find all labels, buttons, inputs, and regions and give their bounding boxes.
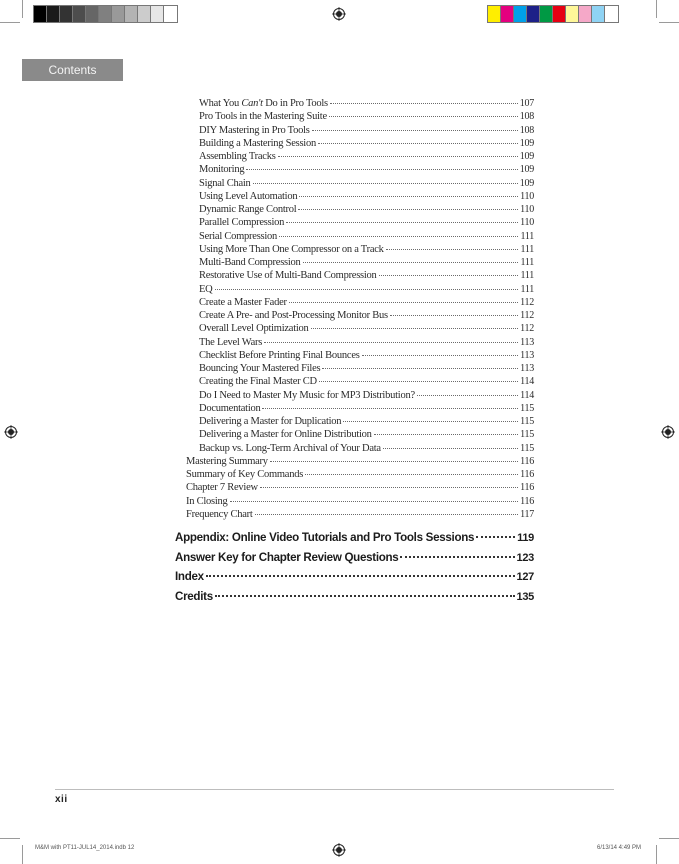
toc-page-number: 115 <box>520 402 534 414</box>
dot-leader <box>311 328 519 329</box>
toc-entry[interactable] <box>199 270 534 281</box>
toc-title-text: What You <box>199 98 242 109</box>
toc-entry[interactable] <box>186 482 534 493</box>
dot-leader <box>246 169 517 170</box>
color-swatch <box>501 6 514 22</box>
color-swatch <box>34 6 47 22</box>
color-swatch <box>514 6 527 22</box>
toc-entry-title: Using More Than One Compressor on a Track <box>199 243 384 255</box>
color-swatch <box>605 6 618 22</box>
toc-entry-title: Delivering a Master for Duplication <box>199 416 342 427</box>
dot-leader <box>206 575 515 577</box>
dot-leader <box>279 236 518 237</box>
color-swatch <box>579 6 592 22</box>
dot-leader <box>305 474 518 475</box>
color-swatch <box>553 6 566 22</box>
toc-entry-title: Summary of Key Commands <box>186 469 304 480</box>
toc-entry-title: Parallel Compression <box>199 217 285 229</box>
toc-entry-title: Serial Compression <box>199 230 278 242</box>
color-swatch <box>540 6 553 22</box>
toc-page-number: 113 <box>520 336 534 348</box>
toc-entry[interactable] <box>199 98 534 109</box>
toc-entry[interactable] <box>199 217 534 228</box>
toc-entry-title: Appendix: Online Video Tutorials and Pro Tools Sessions <box>175 531 475 544</box>
dot-leader <box>476 536 515 538</box>
registration-mark-icon <box>661 425 675 439</box>
color-swatch <box>86 6 99 22</box>
crop-mark <box>656 845 657 864</box>
toc-entry-title: The Level Wars <box>199 336 263 348</box>
slug-filename: M&M with PT11-JUL14_2014.indb 12 <box>35 845 135 851</box>
toc-page-number: 110 <box>520 217 534 229</box>
toc-entry[interactable] <box>199 350 534 361</box>
toc-entry-title: Signal Chain <box>199 177 251 189</box>
toc-page-number: 111 <box>520 283 534 295</box>
dot-leader <box>260 487 518 488</box>
toc-entry-title: Backup vs. Long-Term Archival of Your Data <box>199 442 381 454</box>
toc-page-number: 108 <box>519 124 534 136</box>
toc-page-number: 116 <box>520 495 534 507</box>
toc-page-number: 111 <box>520 230 534 242</box>
dot-leader <box>215 595 515 597</box>
toc-entry-title: Delivering a Master for Online Distribution <box>199 429 372 441</box>
toc-entry-title: Checklist Before Printing Final Bounces <box>199 349 360 361</box>
toc-entry[interactable] <box>199 429 534 440</box>
dot-leader <box>215 289 519 290</box>
toc-entry[interactable] <box>175 531 534 544</box>
color-swatch <box>592 6 605 22</box>
toc-page-number: 116 <box>520 482 534 494</box>
toc-page-number: 114 <box>520 376 534 388</box>
color-swatch <box>164 6 177 22</box>
dot-leader <box>390 315 518 316</box>
crop-mark <box>659 838 679 839</box>
toc-page-number: 112 <box>520 323 534 335</box>
footer-rule <box>55 789 614 790</box>
toc-page-number: 113 <box>520 349 534 361</box>
dot-leader <box>298 209 518 210</box>
toc-page-number: 116 <box>520 469 534 480</box>
crop-mark <box>0 22 20 23</box>
dot-leader <box>318 143 518 144</box>
toc-entry[interactable] <box>175 551 534 564</box>
toc-entry-title: Dynamic Range Control <box>199 204 297 215</box>
toc-entry[interactable] <box>186 456 534 467</box>
toc-entry-title: DIY Mastering in Pro Tools <box>199 124 310 136</box>
toc-entry-title: Answer Key for Chapter Review Questions <box>175 550 399 564</box>
page-folio: xii <box>55 794 68 805</box>
toc-entry[interactable] <box>199 297 534 308</box>
toc-page-number: 127 <box>516 571 534 583</box>
dot-leader <box>362 355 519 356</box>
toc-page-number: 115 <box>520 442 534 454</box>
toc-page-number: 123 <box>516 551 534 564</box>
dot-leader <box>264 342 518 343</box>
toc-entry[interactable] <box>199 323 534 334</box>
toc-entry[interactable] <box>175 570 534 583</box>
toc-entry[interactable] <box>199 125 534 136</box>
color-swatch <box>151 6 164 22</box>
slug-date: 6/13/14 4:49 PM <box>597 845 642 851</box>
toc-page-number: 113 <box>520 363 534 374</box>
dot-leader <box>319 381 518 382</box>
dot-leader <box>386 249 519 250</box>
toc-entry[interactable] <box>186 509 534 520</box>
toc-page-number: 111 <box>520 243 534 255</box>
toc-entry[interactable] <box>199 204 534 215</box>
toc-entry-title: Assembling Tracks <box>199 151 276 162</box>
dot-leader <box>374 434 518 435</box>
toc-page-number: 135 <box>516 590 534 603</box>
toc-page-number: 117 <box>520 508 534 520</box>
dot-leader <box>383 448 518 449</box>
crop-mark <box>0 838 20 839</box>
color-swatch <box>527 6 540 22</box>
toc-page-number: 115 <box>520 416 534 427</box>
toc-entry[interactable] <box>175 590 534 603</box>
toc-entry-title: Multi-Band Compression <box>199 257 301 268</box>
toc-entry-title: Frequency Chart <box>186 508 253 520</box>
color-swatch <box>138 6 151 22</box>
toc-entry-title: Building a Mastering Session <box>199 137 316 149</box>
toc-page-number: 111 <box>520 270 534 282</box>
toc-entry[interactable] <box>199 231 534 242</box>
toc-entry-title: Pro Tools in the Mastering Suite <box>199 111 327 123</box>
toc-entry[interactable] <box>199 138 534 149</box>
toc-entry[interactable] <box>199 390 534 401</box>
toc-page-number: 112 <box>520 310 534 321</box>
toc-entry[interactable] <box>199 191 534 202</box>
registration-mark-icon <box>4 425 18 439</box>
toc-entry-title: EQ <box>199 283 213 295</box>
contents-tab: Contents <box>22 59 123 81</box>
dot-leader <box>230 501 519 502</box>
toc-entry-title: In Closing <box>186 495 228 507</box>
color-swatch <box>99 6 112 22</box>
toc-entry-title: Using Level Automation <box>199 190 298 202</box>
toc-page-number: 109 <box>519 151 534 162</box>
crop-mark <box>22 0 23 18</box>
dot-leader <box>379 275 519 276</box>
toc-page-number: 110 <box>520 204 534 215</box>
toc-entry[interactable] <box>199 443 534 454</box>
toc-entry-title: Documentation <box>199 402 261 414</box>
color-swatch <box>112 6 125 22</box>
toc-entry[interactable] <box>199 310 534 321</box>
crop-mark <box>659 22 679 23</box>
color-swatch <box>488 6 501 22</box>
toc-entry[interactable] <box>199 164 534 175</box>
dot-leader <box>255 514 519 515</box>
process-color-bar <box>487 5 619 23</box>
dot-leader <box>329 116 518 117</box>
toc-page-number: 116 <box>520 455 534 467</box>
toc-entry[interactable] <box>199 376 534 387</box>
color-swatch <box>73 6 86 22</box>
toc-entry-title <box>199 98 328 109</box>
color-swatch <box>125 6 138 22</box>
dot-leader <box>270 461 518 462</box>
toc-entry[interactable] <box>199 403 534 414</box>
toc-entry[interactable] <box>199 178 534 189</box>
toc-entry-title: Chapter 7 Review <box>186 482 258 494</box>
toc-entry-title: Create a Master Fader <box>199 296 287 308</box>
registration-mark-icon <box>332 843 346 857</box>
toc-page-number: 111 <box>520 257 534 268</box>
dot-leader <box>289 302 518 303</box>
toc-page-number: 119 <box>517 532 534 544</box>
color-swatch <box>60 6 73 22</box>
toc-entry-title: Restorative Use of Multi-Band Compression <box>199 270 377 282</box>
toc-entry-title: Bouncing Your Mastered Files <box>199 363 321 374</box>
toc-page-number: 108 <box>519 111 534 123</box>
dot-leader <box>343 421 518 422</box>
toc-entry-title: Credits <box>175 589 213 603</box>
toc-page-number: 110 <box>520 190 534 202</box>
toc-page-number: 109 <box>519 164 534 176</box>
dot-leader <box>286 222 518 223</box>
toc-entry[interactable] <box>199 337 534 348</box>
toc-entry-title: Index <box>175 570 204 583</box>
toc-page-number: 109 <box>519 137 534 149</box>
toc-entry-title: Do I Need to Master My Music for MP3 Distribution? <box>199 389 415 401</box>
dot-leader <box>299 196 518 197</box>
registration-mark-icon <box>332 7 346 21</box>
color-swatch <box>566 6 579 22</box>
gray-color-bar <box>33 5 178 23</box>
toc-entry[interactable] <box>199 111 534 122</box>
toc-entry[interactable] <box>186 469 534 480</box>
dot-leader <box>330 103 518 104</box>
toc-entry[interactable] <box>199 363 534 374</box>
toc-entry[interactable] <box>199 151 534 162</box>
toc-entry-title: Monitoring <box>199 164 245 176</box>
toc-page-number: 114 <box>520 389 534 401</box>
toc-entry-title: Creating the Final Master CD <box>199 376 317 388</box>
dot-leader <box>278 156 518 157</box>
dot-leader <box>303 262 519 263</box>
toc-entry-title: Mastering Summary <box>186 455 268 467</box>
toc-page-number: 115 <box>520 429 534 441</box>
dot-leader <box>312 130 518 131</box>
toc-title-text: Do in Pro Tools <box>262 98 328 109</box>
dot-leader <box>262 408 518 409</box>
dot-leader <box>322 368 518 369</box>
crop-mark <box>22 845 23 864</box>
toc-title-emphasis: Can't <box>241 98 263 109</box>
dot-leader <box>417 395 518 396</box>
dot-leader <box>253 183 518 184</box>
color-swatch <box>47 6 60 22</box>
dot-leader <box>400 556 514 558</box>
toc-entry-title: Create A Pre- and Post-Processing Monitor Bus <box>199 310 388 321</box>
toc-entry-title: Overall Level Optimization <box>199 323 309 335</box>
toc-entry[interactable] <box>186 496 534 507</box>
toc-entry[interactable] <box>199 416 534 427</box>
crop-mark <box>656 0 657 18</box>
toc-page-number: 112 <box>520 296 534 308</box>
toc-page-number: 109 <box>519 177 534 189</box>
toc-page-number: 107 <box>519 98 534 109</box>
toc-entry[interactable] <box>199 257 534 268</box>
toc-entry[interactable] <box>199 244 534 255</box>
toc-entry[interactable] <box>199 284 534 295</box>
